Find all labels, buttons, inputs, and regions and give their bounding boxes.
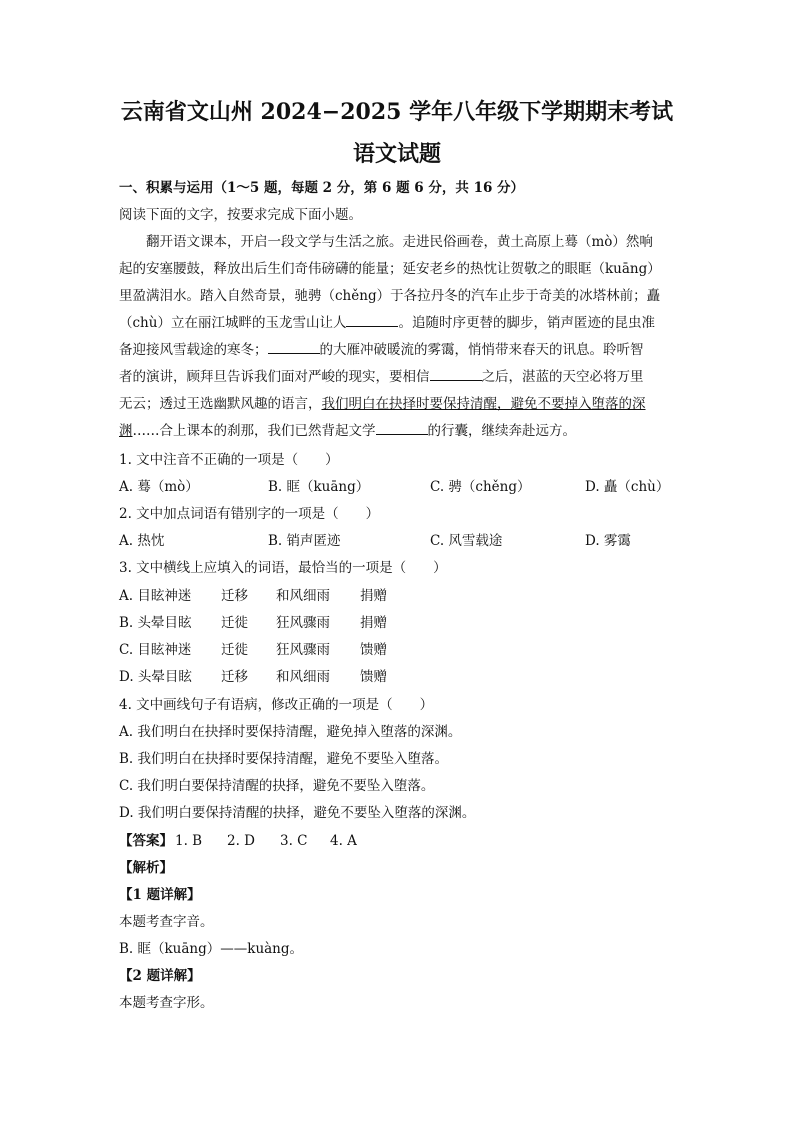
detail-2-heading: 【2 题详解】 (119, 968, 201, 984)
q1-option-c: C. 骋（chěng） (430, 479, 531, 495)
answer-label: 【答案】 (119, 833, 173, 849)
q3-cell: D. 头晕目眩 (119, 669, 192, 685)
fill-blank (376, 422, 428, 435)
q4-option-b: B. 我们明白在抉择时要保持清醒，避免不要坠入堕落。 (119, 751, 449, 767)
q4-option-d: D. 我们明白要保持清醒的抉择，避免不要坠入堕落的深渊。 (119, 805, 476, 821)
fill-blank (430, 368, 482, 381)
q3-option-row (119, 614, 439, 632)
question-3-stem: 3. 文中横线上应填入的词语，最恰当的一项是（ ） (119, 560, 447, 576)
passage-text: 无云；透过王选幽默风趣的语言， (119, 396, 322, 412)
analysis-label: 【解析】 (119, 860, 173, 876)
passage-line-4 (119, 314, 655, 332)
detail-1-text: 本题考查字音。 (119, 914, 214, 930)
answer-item: 1. B (175, 833, 203, 849)
q3-cell: 捐赠 (360, 615, 387, 631)
answer-item: 2. D (227, 833, 255, 849)
passage-text: 者的演讲，顾拜旦告诉我们面对严峻的现实，要相信 (119, 369, 430, 385)
q1-option-a: A. 蓦（mò） (119, 479, 199, 495)
question-2-stem: 2. 文中加点词语有错别字的一项是（ ） (119, 506, 380, 522)
passage-text: 。追随时序更替的脚步，销声匿迹的昆虫准 (398, 315, 655, 331)
q3-cell: 迁移 (221, 669, 248, 685)
answer-item: 4. A (330, 833, 357, 849)
q3-cell: 和风细雨 (276, 588, 330, 604)
passage-text: ……合上课本的刹那，我们已然背起文学 (132, 423, 376, 439)
detail-1-heading: 【1 题详解】 (119, 887, 201, 903)
q3-cell: 狂风骤雨 (276, 615, 330, 631)
passage-line-5 (119, 341, 644, 359)
q2-option-a: A. 热忱 (119, 533, 165, 549)
passage-line-1: 翻开语文课本，开启一段文学与生活之旅。走进民俗画卷，黄土高原上蓦（mò）然响 (146, 234, 653, 250)
q3-cell: C. 目眩神迷 (119, 642, 192, 658)
exam-title: 云南省文山州 2024−2025 学年八年级下学期期末考试 (120, 99, 674, 125)
underlined-sentence: 我们明白在抉择时要保持清醒，避免不要掉入堕落的深 (321, 396, 646, 412)
q3-option-row (119, 641, 439, 659)
q3-cell: B. 头晕目眩 (119, 615, 192, 631)
q2-option-c: C. 风雪载途 (430, 533, 503, 549)
detail-1-text: B. 眶（kuāng）——kuàng。 (119, 941, 304, 957)
q3-cell: 狂风骤雨 (276, 642, 330, 658)
answer-line (119, 832, 379, 850)
passage-text: （chù）立在丽江城畔的玉龙雪山让人 (119, 315, 347, 331)
passage-text: 备迎接风雪载途的寒冬； (119, 342, 268, 358)
passage-line-6 (119, 368, 644, 386)
q3-option-row (119, 668, 439, 686)
answer-item: 3. C (280, 833, 308, 849)
question-2-options (119, 532, 679, 550)
q2-option-d: D. 雾霭 (585, 533, 631, 549)
q4-option-c: C. 我们明白要保持清醒的抉择，避免不要坠入堕落。 (119, 778, 435, 794)
q3-cell: 迁移 (221, 588, 248, 604)
q3-cell: A. 目眩神迷 (119, 588, 192, 604)
exam-subtitle: 语文试题 (352, 141, 441, 167)
q3-cell: 和风细雨 (276, 669, 330, 685)
fill-blank (346, 314, 398, 327)
fill-blank (268, 341, 320, 354)
q4-option-a: A. 我们明白在抉择时要保持清醒，避免掉入堕落的深渊。 (119, 724, 462, 740)
section-heading: 一、积累与运用（1～5 题，每题 2 分，第 6 题 6 分，共 16 分） (119, 180, 525, 196)
passage-text: 的大雁冲破暖流的雾霭，悄悄带来春天的讯息。聆听智 (319, 342, 644, 358)
q2-option-b: B. 销声匿迹 (268, 533, 341, 549)
q1-option-d: D. 矗（chù） (585, 479, 670, 495)
passage-text: 的行囊，继续奔赴远方。 (427, 423, 576, 439)
q1-option-b: B. 眶（kuāng） (268, 479, 370, 495)
question-1-stem: 1. 文中注音不正确的一项是（ ） (119, 452, 339, 468)
passage-line-2: 起的安塞腰鼓，释放出后生们奇伟磅礴的能量；延安老乡的热忱让贺敬之的眼眶（kuāng） (119, 261, 661, 277)
passage-text: 之后，湛蓝的天空必将万里 (481, 369, 644, 385)
passage-line-3: 里盈满泪水。踏入自然奇景，驰骋（chěng）于各拉丹冬的汽车止步于奇美的冰塔林前；矗 (119, 288, 661, 304)
instruction: 阅读下面的文字，按要求完成下面小题。 (119, 207, 362, 223)
question-4-stem: 4. 文中画线句子有语病，修改正确的一项是（ ） (119, 697, 434, 713)
q3-cell: 捐赠 (360, 588, 387, 604)
q3-option-row (119, 587, 439, 605)
q3-cell: 馈赠 (360, 669, 387, 685)
question-1-options (119, 478, 679, 496)
q3-cell: 馈赠 (360, 642, 387, 658)
passage-line-7 (119, 395, 646, 413)
detail-2-text: 本题考查字形。 (119, 995, 214, 1011)
passage-line-8 (119, 422, 576, 440)
q3-cell: 迁徙 (221, 642, 248, 658)
underlined-sentence: 渊 (119, 423, 133, 439)
q3-cell: 迁徙 (221, 615, 248, 631)
